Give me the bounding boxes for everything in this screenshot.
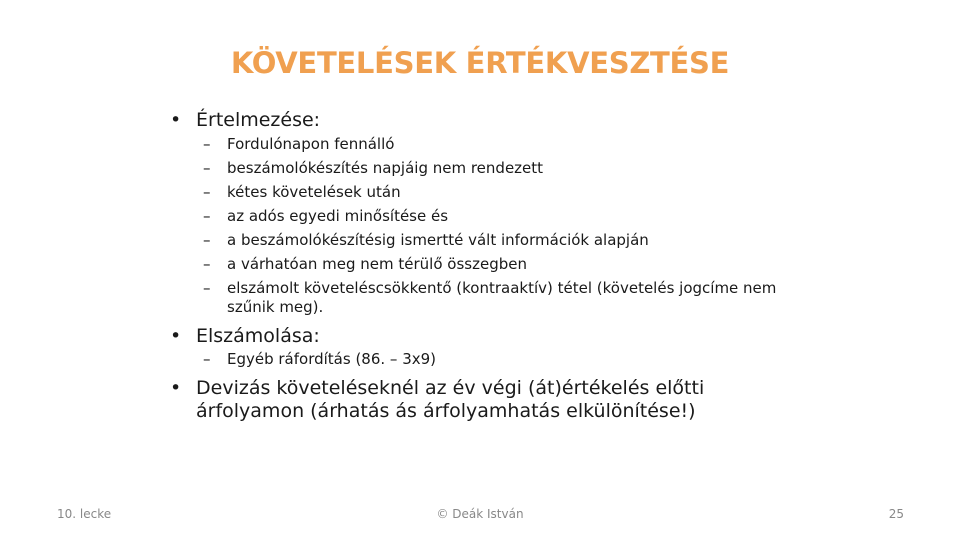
slide-title: KÖVETELÉSEK ÉRTÉKVESZTÉSE	[230, 46, 730, 80]
list-item	[203, 252, 787, 276]
list-item-text: Egyéb ráfordítás (86. – 3x9)	[227, 350, 437, 368]
dash-icon: –	[203, 159, 211, 177]
list-item	[203, 156, 787, 180]
dash-icon: –	[203, 350, 211, 368]
dash-icon: –	[203, 183, 211, 201]
bullet-icon: •	[170, 109, 182, 131]
sublist-elszamolasa	[203, 347, 787, 371]
bullet-ertelmezese	[170, 109, 320, 132]
dash-icon: –	[203, 231, 211, 249]
dash-icon: –	[203, 135, 211, 153]
list-item	[203, 204, 787, 228]
list-item-text: Fordulónapon fennálló	[227, 135, 395, 153]
footer-lesson: 10. lecke	[57, 507, 112, 521]
bullet-text: Devizás követeléseknél az év végi (át)értékelés előtti árfolyamon (árhatás ás árfolyamhatás elkülönítése!)	[196, 377, 705, 422]
list-item	[203, 132, 787, 156]
footer-page-number: 25	[888, 507, 904, 521]
list-item-text: a várhatóan meg nem térülő összegben	[227, 255, 527, 273]
footer-author: © Deák István	[436, 507, 524, 521]
bullet-elszamolasa	[170, 325, 320, 348]
list-item-text: kétes követelések után	[227, 183, 401, 201]
sublist-ertelmezese	[203, 132, 787, 319]
list-item-text: elszámolt követeléscsökkentő (kontraaktív) tétel (követelés jogcíme nem szűnik meg).	[227, 279, 777, 316]
list-item-text: az adós egyedi minősítése és	[227, 207, 449, 225]
bullet-devizas	[170, 377, 756, 423]
list-item-text: beszámolókészítés napjáig nem rendezett	[227, 159, 544, 177]
list-item	[203, 180, 787, 204]
list-item	[203, 347, 787, 371]
list-item-text: a beszámolókészítésig ismertté vált információk alapján	[227, 231, 649, 249]
bullet-text: Értelmezése:	[196, 109, 321, 131]
list-item	[203, 276, 787, 319]
bullet-text: Elszámolása:	[196, 325, 320, 347]
dash-icon: –	[203, 279, 211, 297]
list-item	[203, 228, 787, 252]
bullet-icon: •	[170, 325, 182, 347]
dash-icon: –	[203, 255, 211, 273]
dash-icon: –	[203, 207, 211, 225]
bullet-icon: •	[170, 377, 182, 399]
